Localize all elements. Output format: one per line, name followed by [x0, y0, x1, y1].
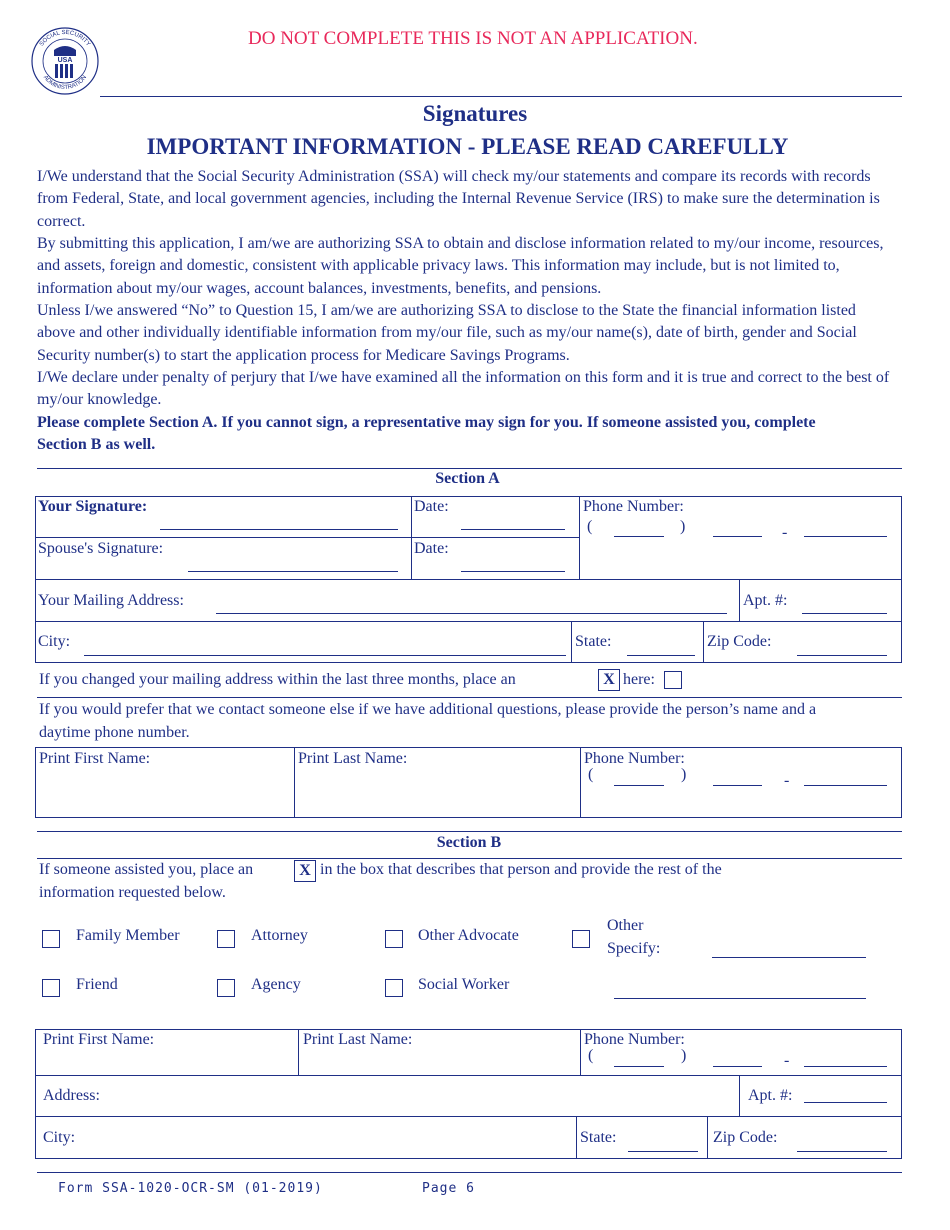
city-field[interactable]: [84, 655, 566, 656]
your-signature-label: Your Signature:: [38, 498, 148, 515]
not-application-notice: DO NOT COMPLETE THIS IS NOT AN APPLICATION.: [248, 28, 698, 49]
contact-someone-text: If you would prefer that we contact someone else if we have additional questions, please provide the person’s name and a daytime phone number.: [39, 701, 817, 741]
assistant-phone-label: Phone Number:: [584, 1031, 685, 1048]
other-specify-field[interactable]: [712, 957, 866, 958]
assistant-phone-close-paren: ): [681, 1047, 687, 1064]
spouse-signature-date-field[interactable]: [461, 571, 565, 572]
assistant-state-label: State:: [580, 1129, 617, 1146]
x-mark-example: X: [598, 669, 620, 691]
family-member-checkbox[interactable]: [42, 930, 60, 948]
state-field[interactable]: [627, 655, 695, 656]
friend-label: Friend: [76, 976, 118, 993]
attorney-label: Attorney: [251, 927, 308, 944]
contact-phone-area-field[interactable]: [614, 785, 664, 786]
footer-form-id: Form SSA-1020-OCR-SM (01-2019): [58, 1181, 323, 1196]
contact-phone-open-paren: (: [588, 766, 594, 783]
section-b-x-mark: X: [294, 860, 316, 882]
spouse-signature-label: Spouse's Signature:: [38, 540, 164, 557]
section-b-intro-continued: in the box that describes that person and provide the rest of the: [320, 861, 722, 878]
assistant-phone-line-field[interactable]: [804, 1066, 887, 1067]
zip-label: Zip Code:: [707, 633, 772, 650]
assistant-zip-field[interactable]: [797, 1151, 887, 1152]
contact-phone-label: Phone Number:: [584, 750, 685, 767]
changed-address-here: here:: [623, 671, 655, 688]
page-subtitle: IMPORTANT INFORMATION - PLEASE READ CAREFULLY: [146, 134, 789, 159]
assistant-phone-dash: -: [784, 1052, 790, 1069]
agency-checkbox[interactable]: [217, 979, 235, 997]
city-label: City:: [38, 633, 71, 650]
phone-close-paren: ): [680, 518, 686, 535]
your-signature-field[interactable]: [160, 529, 398, 530]
zip-field[interactable]: [797, 655, 887, 656]
your-signature-date-field[interactable]: [461, 529, 565, 530]
mailing-address-field[interactable]: [216, 613, 727, 614]
instruction-text: Please complete Section A. If you cannot sign, a representative may sign for you. If someone assisted you, complete Section B as well.: [37, 414, 816, 454]
contact-phone-close-paren: ): [681, 766, 687, 783]
paragraph-authorize-disclose: By submitting this application, I am/we are authorizing SSA to obtain and disclose information related to my/our income, resources, and assets, foreign and domestic, consistent with applicable privacy laws. This information may include, but is not limited to, information about my/our wages, account balances, investments, benefits, and pensions.: [37, 235, 884, 297]
changed-address-checkbox[interactable]: [664, 671, 682, 689]
footer-page-number: Page 6: [422, 1181, 475, 1196]
assistant-apt-field[interactable]: [804, 1102, 887, 1103]
phone-area-code-field[interactable]: [614, 536, 664, 537]
spouse-date-label: Date:: [414, 540, 449, 557]
assistant-apt-label: Apt. #:: [748, 1087, 793, 1104]
other-label: Other: [607, 917, 644, 934]
spouse-signature-field[interactable]: [188, 571, 398, 572]
family-member-label: Family Member: [76, 927, 180, 944]
state-label: State:: [575, 633, 612, 650]
assistant-phone-area-field[interactable]: [614, 1066, 664, 1067]
paragraph-ssa-check: I/We understand that the Social Security Administration (SSA) will check my/our statements and compare its records with records from Federal, State, and local government agencies, including the Internal Revenue Service (IRS) to make sure the determination is correct.: [37, 168, 880, 230]
apt-field[interactable]: [802, 613, 887, 614]
other-advocate-label: Other Advocate: [418, 927, 519, 944]
seal-usa-text: USA: [57, 57, 73, 64]
social-worker-label: Social Worker: [418, 976, 510, 993]
phone-open-paren: (: [587, 518, 593, 535]
agency-label: Agency: [251, 976, 301, 993]
attorney-checkbox[interactable]: [217, 930, 235, 948]
seal-bottom-text: ADMINISTRATION: [41, 74, 89, 92]
social-worker-checkbox[interactable]: [385, 979, 403, 997]
phone-dash: -: [782, 524, 788, 541]
assistant-phone-prefix-field[interactable]: [713, 1066, 762, 1067]
phone-number-label: Phone Number:: [583, 498, 684, 515]
other-specify-field-2[interactable]: [614, 998, 866, 999]
section-b-intro: If someone assisted you, place an: [39, 861, 254, 878]
section-b-intro-line2: information requested below.: [39, 884, 226, 901]
page-title: Signatures: [422, 101, 528, 126]
assistant-phone-open-paren: (: [588, 1047, 594, 1064]
phone-prefix-field[interactable]: [713, 536, 762, 537]
other-checkbox[interactable]: [572, 930, 590, 948]
assistant-last-name-label: Print Last Name:: [303, 1031, 413, 1048]
contact-last-name-label: Print Last Name:: [298, 750, 408, 767]
changed-address-text: If you changed your mailing address within the last three months, place an: [39, 671, 516, 688]
assistant-state-field[interactable]: [628, 1151, 698, 1152]
other-advocate-checkbox[interactable]: [385, 930, 403, 948]
paragraph-medicare-savings: Unless I/we answered “No” to Question 15, I am/we are authorizing SSA to disclose to the State the financial information listed above and other individually identifiable information from my/our file, such as my/our name(s), date of birth, gender and Social Security number(s) to start the application process for Medicare Savings Programs.: [37, 302, 857, 364]
contact-phone-prefix-field[interactable]: [713, 785, 762, 786]
contact-first-name-label: Print First Name:: [39, 750, 151, 767]
date-label: Date:: [414, 498, 449, 515]
contact-phone-line-field[interactable]: [804, 785, 887, 786]
assistant-first-name-label: Print First Name:: [43, 1031, 155, 1048]
assistant-city-label: City:: [43, 1129, 76, 1146]
section-a-heading: Section A: [435, 470, 500, 487]
ssa-seal-icon: [30, 26, 100, 96]
section-b-heading: Section B: [436, 834, 502, 851]
mailing-address-label: Your Mailing Address:: [38, 592, 184, 609]
assistant-address-label: Address:: [43, 1087, 100, 1104]
friend-checkbox[interactable]: [42, 979, 60, 997]
contact-phone-dash: -: [784, 772, 790, 789]
specify-label: Specify:: [607, 940, 661, 957]
seal-top-text: SOCIAL SECURITY: [38, 29, 92, 48]
apt-label: Apt. #:: [743, 592, 788, 609]
assistant-zip-label: Zip Code:: [713, 1129, 778, 1146]
phone-line-field[interactable]: [804, 536, 887, 537]
paragraph-perjury: I/We declare under penalty of perjury that I/we have examined all the information on this form and it is true and correct to the best of my/our knowledge.: [37, 369, 890, 409]
